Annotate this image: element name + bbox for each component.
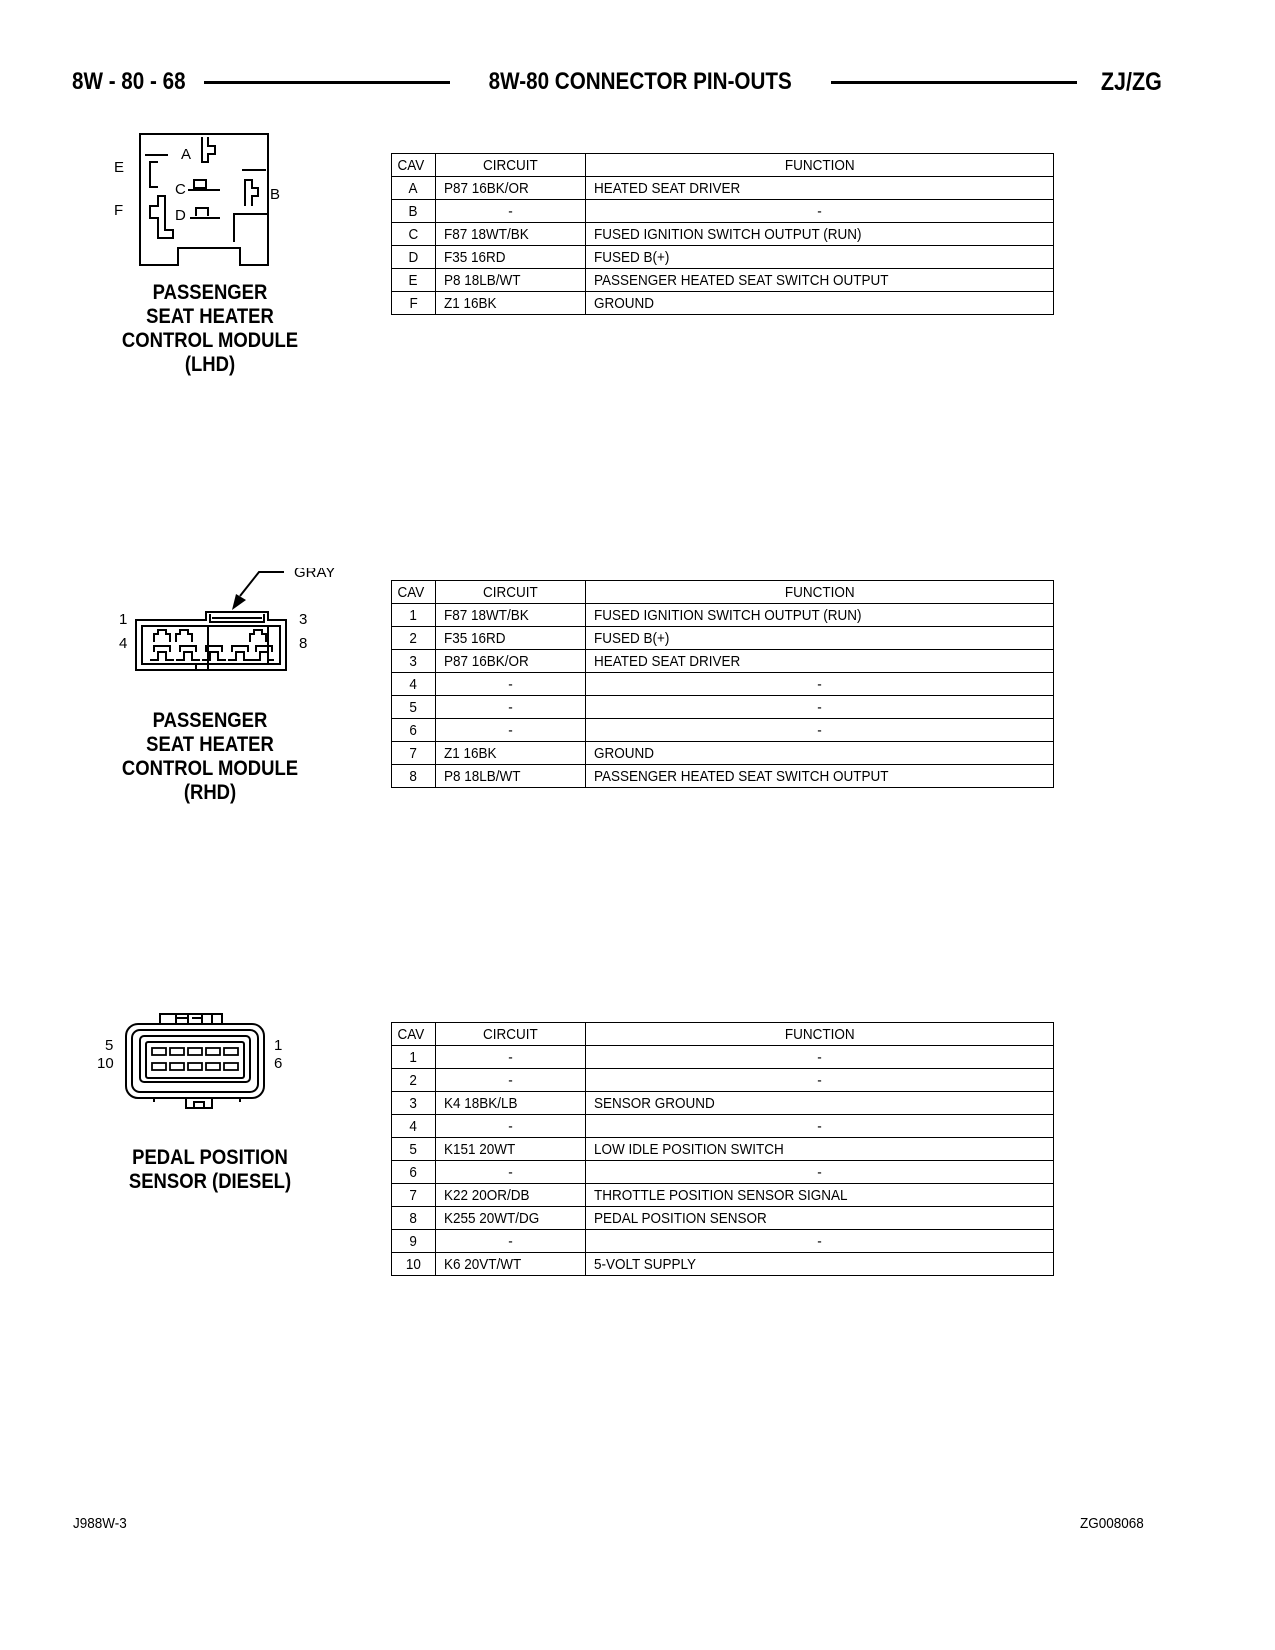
pin-label-f: F (114, 202, 124, 219)
table-row (392, 627, 1054, 650)
header-rule-left (204, 81, 450, 84)
table-row (392, 742, 1054, 765)
column-header-circuit: CIRCUIT (436, 1023, 586, 1046)
cell-function: FUSED IGNITION SWITCH OUTPUT (RUN) (586, 223, 1054, 246)
table-row (392, 1184, 1054, 1207)
cell-cav: F (392, 292, 436, 315)
cell-circuit: - (436, 696, 586, 719)
table-row (392, 1230, 1054, 1253)
pin-label-e: E (114, 159, 125, 176)
cell-cav: 5 (392, 1138, 436, 1161)
pin-label-b: B (270, 186, 280, 203)
cell-cav: 10 (392, 1253, 436, 1276)
connector-label-pedal-sensor: PEDAL POSITION SENSOR (DIESEL) (128, 1146, 292, 1193)
color-callout-gray: GRAY (294, 568, 336, 581)
cell-cav: 3 (392, 650, 436, 673)
cell-circuit: - (436, 1046, 586, 1069)
pin-label-8: 8 (299, 635, 308, 652)
connector-diagram-lhd (110, 132, 280, 280)
cell-circuit: P8 18LB/WT (436, 765, 586, 788)
table-row (392, 1138, 1054, 1161)
table-row (392, 696, 1054, 719)
table-header-row (392, 581, 1054, 604)
cell-circuit: F35 16RD (436, 627, 586, 650)
table-row (392, 650, 1054, 673)
cell-cav: 9 (392, 1230, 436, 1253)
cell-cav: 2 (392, 627, 436, 650)
table-row (392, 177, 1054, 200)
page-title: 8W-80 CONNECTOR PIN-OUTS (489, 68, 793, 95)
connector-diagram-pedal-sensor (92, 1010, 312, 1115)
connector-diagram-rhd (114, 568, 354, 700)
cell-function: - (586, 696, 1054, 719)
cell-circuit: K255 20WT/DG (436, 1207, 586, 1230)
cell-function: FUSED B(+) (586, 627, 1054, 650)
cell-circuit: K4 18BK/LB (436, 1092, 586, 1115)
cell-circuit: P87 16BK/OR (436, 177, 586, 200)
footer-left-code: J988W-3 (73, 1515, 127, 1532)
cell-function: LOW IDLE POSITION SWITCH (586, 1138, 1054, 1161)
column-header-cav: CAV (392, 581, 436, 604)
cell-function: - (586, 719, 1054, 742)
column-header-function: FUNCTION (586, 581, 1054, 604)
cell-function: GROUND (586, 292, 1054, 315)
pinout-table-lhd (391, 153, 1054, 315)
cell-cav: 8 (392, 1207, 436, 1230)
table-row (392, 1092, 1054, 1115)
table-row (392, 200, 1054, 223)
cell-circuit: Z1 16BK (436, 742, 586, 765)
table-row (392, 1046, 1054, 1069)
cell-cav: 1 (392, 604, 436, 627)
cell-circuit: P8 18LB/WT (436, 269, 586, 292)
page-header (72, 64, 1162, 100)
cell-cav: 6 (392, 719, 436, 742)
connector-label-rhd: PASSENGER SEAT HEATER CONTROL MODULE (RHD) (121, 709, 299, 804)
cell-function: - (586, 673, 1054, 696)
cell-circuit: Z1 16BK (436, 292, 586, 315)
cell-function: FUSED B(+) (586, 246, 1054, 269)
pinout-table-rhd (391, 580, 1054, 788)
cell-function: PASSENGER HEATED SEAT SWITCH OUTPUT (586, 765, 1054, 788)
pin-label-4: 4 (119, 635, 128, 652)
column-header-cav: CAV (392, 1023, 436, 1046)
table-row (392, 673, 1054, 696)
cell-cav: 8 (392, 765, 436, 788)
pin-label-1: 1 (119, 611, 128, 628)
table-row (392, 292, 1054, 315)
cell-cav: 2 (392, 1069, 436, 1092)
cell-cav: E (392, 269, 436, 292)
table-row (392, 604, 1054, 627)
footer-right-code: ZG008068 (1080, 1515, 1144, 1532)
cell-cav: 4 (392, 1115, 436, 1138)
table-header-row (392, 1023, 1054, 1046)
pin-label-5: 5 (105, 1037, 114, 1054)
cell-function: FUSED IGNITION SWITCH OUTPUT (RUN) (586, 604, 1054, 627)
column-header-cav: CAV (392, 154, 436, 177)
table-row (392, 1069, 1054, 1092)
cell-circuit: P87 16BK/OR (436, 650, 586, 673)
cell-cav: 5 (392, 696, 436, 719)
column-header-circuit: CIRCUIT (436, 154, 586, 177)
cell-function: - (586, 200, 1054, 223)
cell-circuit: K151 20WT (436, 1138, 586, 1161)
pin-label-1: 1 (274, 1037, 283, 1054)
cell-function: PASSENGER HEATED SEAT SWITCH OUTPUT (586, 269, 1054, 292)
table-row (392, 1207, 1054, 1230)
column-header-function: FUNCTION (586, 154, 1054, 177)
cell-function: 5-VOLT SUPPLY (586, 1253, 1054, 1276)
pin-label-10: 10 (97, 1055, 114, 1072)
pinout-table-pedal-sensor (391, 1022, 1054, 1276)
cell-cav: C (392, 223, 436, 246)
cell-function: HEATED SEAT DRIVER (586, 650, 1054, 673)
cell-circuit: - (436, 200, 586, 223)
cell-cav: D (392, 246, 436, 269)
pin-label-6: 6 (274, 1055, 283, 1072)
page-number: 8W - 80 - 68 (72, 68, 186, 95)
pin-label-3: 3 (299, 611, 308, 628)
cell-function: - (586, 1069, 1054, 1092)
table-header-row (392, 154, 1054, 177)
cell-cav: 7 (392, 1184, 436, 1207)
cell-circuit: - (436, 1230, 586, 1253)
cell-function: - (586, 1161, 1054, 1184)
cell-circuit: F35 16RD (436, 246, 586, 269)
table-row (392, 246, 1054, 269)
table-row (392, 719, 1054, 742)
cell-circuit: - (436, 1069, 586, 1092)
table-row (392, 1253, 1054, 1276)
cell-cav: 3 (392, 1092, 436, 1115)
pin-label-d: D (175, 207, 186, 224)
cell-function: SENSOR GROUND (586, 1092, 1054, 1115)
cell-cav: 7 (392, 742, 436, 765)
cell-cav: A (392, 177, 436, 200)
cell-function: GROUND (586, 742, 1054, 765)
cell-function: - (586, 1230, 1054, 1253)
cell-circuit: F87 18WT/BK (436, 604, 586, 627)
cell-function: PEDAL POSITION SENSOR (586, 1207, 1054, 1230)
table-row (392, 223, 1054, 246)
column-header-circuit: CIRCUIT (436, 581, 586, 604)
cell-circuit: - (436, 1161, 586, 1184)
cell-circuit: K22 20OR/DB (436, 1184, 586, 1207)
table-row (392, 765, 1054, 788)
cell-function: HEATED SEAT DRIVER (586, 177, 1054, 200)
table-row (392, 1115, 1054, 1138)
cell-function: THROTTLE POSITION SENSOR SIGNAL (586, 1184, 1054, 1207)
cell-function: - (586, 1115, 1054, 1138)
cell-cav: 1 (392, 1046, 436, 1069)
cell-circuit: K6 20VT/WT (436, 1253, 586, 1276)
column-header-function: FUNCTION (586, 1023, 1054, 1046)
cell-cav: 6 (392, 1161, 436, 1184)
connector-label-lhd: PASSENGER SEAT HEATER CONTROL MODULE (LHD) (121, 281, 299, 376)
vehicle-code: ZJ/ZG (1101, 67, 1162, 96)
pin-label-c: C (175, 181, 186, 198)
cell-circuit: - (436, 1115, 586, 1138)
cell-function: - (586, 1046, 1054, 1069)
cell-cav: 4 (392, 673, 436, 696)
table-row (392, 269, 1054, 292)
header-rule-right (831, 81, 1077, 84)
table-row (392, 1161, 1054, 1184)
pin-label-a: A (181, 146, 192, 163)
cell-circuit: - (436, 719, 586, 742)
cell-circuit: F87 18WT/BK (436, 223, 586, 246)
cell-circuit: - (436, 673, 586, 696)
cell-cav: B (392, 200, 436, 223)
